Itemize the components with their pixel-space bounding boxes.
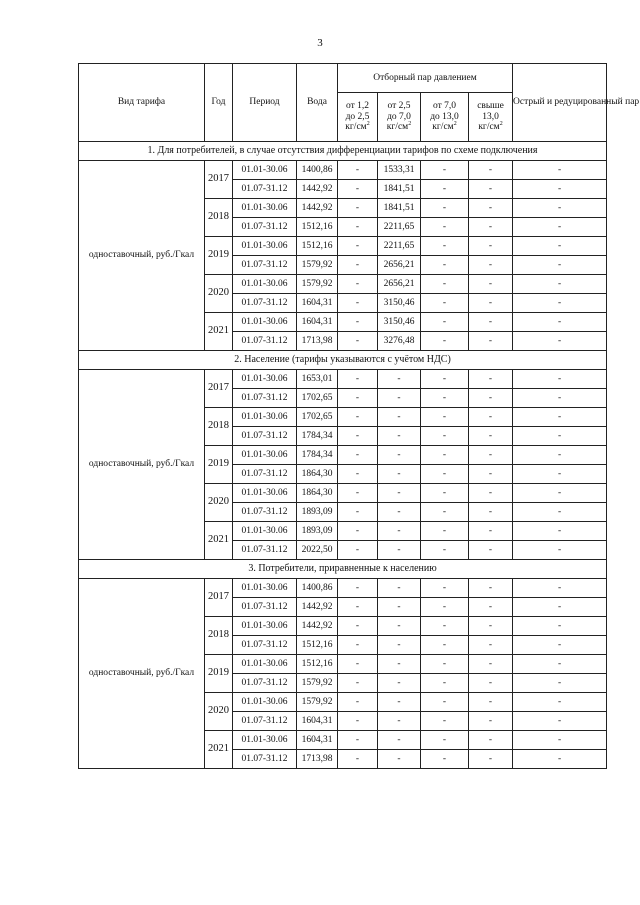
steam-over-13-cell: - <box>469 332 513 351</box>
steam-2-5-7-0-cell: 3150,46 <box>378 294 421 313</box>
steam-over-13-cell: - <box>469 598 513 617</box>
steam-over-13-cell: - <box>469 693 513 712</box>
steam-2-5-7-0-cell: 2656,21 <box>378 275 421 294</box>
live-steam-cell: - <box>513 712 607 731</box>
period-cell: 01.07-31.12 <box>233 674 297 693</box>
year-cell: 2020 <box>205 693 233 731</box>
period-cell: 01.07-31.12 <box>233 389 297 408</box>
steam-over-13-cell: - <box>469 161 513 180</box>
period-cell: 01.01-30.06 <box>233 313 297 332</box>
steam-2-5-7-0-cell: - <box>378 541 421 560</box>
steam-1-2-2-5-cell: - <box>338 218 378 237</box>
steam-7-0-13-0-cell: - <box>421 674 469 693</box>
steam-7-0-13-0-cell: - <box>421 294 469 313</box>
pressure-unit-text: кг/см <box>478 122 500 133</box>
live-steam-cell: - <box>513 370 607 389</box>
steam-2-5-7-0-cell: 2211,65 <box>378 237 421 256</box>
water-tariff-cell: 1442,92 <box>297 180 338 199</box>
steam-1-2-2-5-cell: - <box>338 180 378 199</box>
header-pressure-range <box>378 93 421 142</box>
steam-over-13-cell: - <box>469 427 513 446</box>
steam-2-5-7-0-cell: 1841,51 <box>378 180 421 199</box>
water-tariff-cell: 1442,92 <box>297 199 338 218</box>
steam-7-0-13-0-cell: - <box>421 655 469 674</box>
pressure-unit-text: кг/см <box>432 122 454 133</box>
year-cell: 2021 <box>205 522 233 560</box>
steam-1-2-2-5-cell: - <box>338 541 378 560</box>
steam-7-0-13-0-cell: - <box>421 522 469 541</box>
steam-over-13-cell: - <box>469 541 513 560</box>
steam-1-2-2-5-cell: - <box>338 579 378 598</box>
live-steam-cell: - <box>513 598 607 617</box>
pressure-range-from: от 1,2 <box>345 100 370 111</box>
live-steam-cell: - <box>513 294 607 313</box>
water-tariff-cell: 1442,92 <box>297 617 338 636</box>
water-tariff-cell: 1512,16 <box>297 636 338 655</box>
live-steam-cell: - <box>513 332 607 351</box>
period-cell: 01.01-30.06 <box>233 579 297 598</box>
steam-7-0-13-0-cell: - <box>421 332 469 351</box>
year-cell: 2017 <box>205 579 233 617</box>
steam-2-5-7-0-cell: - <box>378 503 421 522</box>
water-tariff-cell: 1864,30 <box>297 465 338 484</box>
live-steam-cell: - <box>513 180 607 199</box>
live-steam-cell: - <box>513 541 607 560</box>
steam-over-13-cell: - <box>469 617 513 636</box>
water-tariff-cell: 1512,16 <box>297 218 338 237</box>
page-number: 3 <box>317 37 323 49</box>
year-cell: 2017 <box>205 161 233 199</box>
steam-2-5-7-0-cell: - <box>378 674 421 693</box>
steam-7-0-13-0-cell: - <box>421 275 469 294</box>
live-steam-cell: - <box>513 389 607 408</box>
steam-1-2-2-5-cell: - <box>338 161 378 180</box>
steam-2-5-7-0-cell: - <box>378 617 421 636</box>
pressure-unit <box>469 122 512 133</box>
water-tariff-cell: 1653,01 <box>297 370 338 389</box>
steam-7-0-13-0-cell: - <box>421 484 469 503</box>
steam-7-0-13-0-cell: - <box>421 503 469 522</box>
live-steam-cell: - <box>513 750 607 769</box>
water-tariff-cell: 1893,09 <box>297 503 338 522</box>
steam-over-13-cell: - <box>469 484 513 503</box>
section-title-row <box>79 351 607 370</box>
steam-2-5-7-0-cell: - <box>378 750 421 769</box>
live-steam-cell: - <box>513 465 607 484</box>
steam-2-5-7-0-cell: - <box>378 655 421 674</box>
steam-2-5-7-0-cell: - <box>378 712 421 731</box>
water-tariff-cell: 1702,65 <box>297 389 338 408</box>
tariff-type-cell: одноставочный, руб./Гкал <box>79 161 205 351</box>
steam-over-13-cell: - <box>469 636 513 655</box>
pressure-unit <box>338 122 377 133</box>
steam-1-2-2-5-cell: - <box>338 712 378 731</box>
header-period: Период <box>233 64 297 142</box>
steam-over-13-cell: - <box>469 503 513 522</box>
period-cell: 01.07-31.12 <box>233 465 297 484</box>
pressure-unit-text: кг/см <box>345 122 367 133</box>
header-pressure-range <box>338 93 378 142</box>
year-cell: 2018 <box>205 617 233 655</box>
period-cell: 01.07-31.12 <box>233 218 297 237</box>
steam-7-0-13-0-cell: - <box>421 199 469 218</box>
steam-7-0-13-0-cell: - <box>421 750 469 769</box>
steam-over-13-cell: - <box>469 180 513 199</box>
period-cell: 01.07-31.12 <box>233 332 297 351</box>
steam-1-2-2-5-cell: - <box>338 294 378 313</box>
pressure-range-to: до 13,0 <box>430 111 459 122</box>
pressure-unit-exponent: 2 <box>366 121 370 128</box>
period-cell: 01.07-31.12 <box>233 712 297 731</box>
water-tariff-cell: 1512,16 <box>297 655 338 674</box>
live-steam-cell: - <box>513 256 607 275</box>
water-tariff-cell: 1579,92 <box>297 275 338 294</box>
steam-over-13-cell: - <box>469 655 513 674</box>
steam-7-0-13-0-cell: - <box>421 712 469 731</box>
live-steam-cell: - <box>513 617 607 636</box>
steam-2-5-7-0-cell: - <box>378 465 421 484</box>
steam-1-2-2-5-cell: - <box>338 465 378 484</box>
water-tariff-cell: 1784,34 <box>297 427 338 446</box>
section-title-row <box>79 560 607 579</box>
period-cell: 01.07-31.12 <box>233 427 297 446</box>
live-steam-cell: - <box>513 636 607 655</box>
water-tariff-cell: 1442,92 <box>297 598 338 617</box>
live-steam-cell: - <box>513 218 607 237</box>
pressure-unit <box>378 122 420 133</box>
live-steam-cell: - <box>513 484 607 503</box>
live-steam-cell: - <box>513 237 607 256</box>
pressure-range-to: до 2,5 <box>345 111 370 122</box>
live-steam-cell: - <box>513 161 607 180</box>
steam-7-0-13-0-cell: - <box>421 446 469 465</box>
steam-over-13-cell: - <box>469 237 513 256</box>
period-cell: 01.07-31.12 <box>233 541 297 560</box>
steam-7-0-13-0-cell: - <box>421 427 469 446</box>
header-pressure-range <box>421 93 469 142</box>
live-steam-cell: - <box>513 313 607 332</box>
live-steam-cell: - <box>513 199 607 218</box>
pressure-range-to: до 7,0 <box>387 111 411 122</box>
steam-1-2-2-5-cell: - <box>338 256 378 275</box>
water-tariff-cell: 1713,98 <box>297 332 338 351</box>
steam-7-0-13-0-cell: - <box>421 693 469 712</box>
period-cell: 01.07-31.12 <box>233 256 297 275</box>
steam-1-2-2-5-cell: - <box>338 731 378 750</box>
steam-2-5-7-0-cell: - <box>378 446 421 465</box>
steam-1-2-2-5-cell: - <box>338 199 378 218</box>
steam-over-13-cell: - <box>469 446 513 465</box>
steam-7-0-13-0-cell: - <box>421 731 469 750</box>
steam-2-5-7-0-cell: 2656,21 <box>378 256 421 275</box>
water-tariff-cell: 1702,65 <box>297 408 338 427</box>
steam-2-5-7-0-cell: 2211,65 <box>378 218 421 237</box>
steam-1-2-2-5-cell: - <box>338 332 378 351</box>
steam-2-5-7-0-cell: - <box>378 598 421 617</box>
period-cell: 01.01-30.06 <box>233 731 297 750</box>
steam-over-13-cell: - <box>469 674 513 693</box>
table-header-row <box>79 64 607 93</box>
steam-1-2-2-5-cell: - <box>338 313 378 332</box>
steam-2-5-7-0-cell: - <box>378 579 421 598</box>
water-tariff-cell: 1713,98 <box>297 750 338 769</box>
water-tariff-cell: 1604,31 <box>297 294 338 313</box>
pressure-unit-text: кг/см <box>386 122 409 133</box>
steam-1-2-2-5-cell: - <box>338 693 378 712</box>
steam-over-13-cell: - <box>469 199 513 218</box>
steam-7-0-13-0-cell: - <box>421 370 469 389</box>
steam-2-5-7-0-cell: - <box>378 370 421 389</box>
year-cell: 2019 <box>205 655 233 693</box>
tariff-type-cell: одноставочный, руб./Гкал <box>79 579 205 769</box>
header-water: Вода <box>297 64 338 142</box>
steam-over-13-cell: - <box>469 522 513 541</box>
pressure-range-from: от 7,0 <box>432 100 457 111</box>
period-cell: 01.01-30.06 <box>233 484 297 503</box>
pressure-unit <box>421 122 468 133</box>
live-steam-cell: - <box>513 579 607 598</box>
live-steam-cell: - <box>513 674 607 693</box>
table-row <box>79 579 607 598</box>
period-cell: 01.07-31.12 <box>233 503 297 522</box>
steam-over-13-cell: - <box>469 750 513 769</box>
steam-1-2-2-5-cell: - <box>338 636 378 655</box>
steam-2-5-7-0-cell: 1841,51 <box>378 199 421 218</box>
steam-over-13-cell: - <box>469 389 513 408</box>
steam-1-2-2-5-cell: - <box>338 275 378 294</box>
period-cell: 01.07-31.12 <box>233 294 297 313</box>
steam-over-13-cell: - <box>469 465 513 484</box>
live-steam-cell: - <box>513 731 607 750</box>
section-title: 3. Потребители, приравненные к населению <box>79 560 607 579</box>
water-tariff-cell: 1579,92 <box>297 256 338 275</box>
year-cell: 2021 <box>205 731 233 769</box>
period-cell: 01.01-30.06 <box>233 199 297 218</box>
steam-7-0-13-0-cell: - <box>421 180 469 199</box>
steam-2-5-7-0-cell: - <box>378 389 421 408</box>
water-tariff-cell: 1604,31 <box>297 731 338 750</box>
steam-over-13-cell: - <box>469 218 513 237</box>
water-tariff-cell: 1604,31 <box>297 712 338 731</box>
period-cell: 01.01-30.06 <box>233 693 297 712</box>
period-cell: 01.01-30.06 <box>233 237 297 256</box>
year-cell: 2018 <box>205 199 233 237</box>
steam-over-13-cell: - <box>469 712 513 731</box>
year-cell: 2019 <box>205 237 233 275</box>
steam-1-2-2-5-cell: - <box>338 655 378 674</box>
live-steam-cell: - <box>513 655 607 674</box>
period-cell: 01.01-30.06 <box>233 655 297 674</box>
year-cell: 2020 <box>205 275 233 313</box>
water-tariff-cell: 2022,50 <box>297 541 338 560</box>
year-cell: 2017 <box>205 370 233 408</box>
steam-over-13-cell: - <box>469 275 513 294</box>
steam-7-0-13-0-cell: - <box>421 161 469 180</box>
steam-7-0-13-0-cell: - <box>421 256 469 275</box>
steam-7-0-13-0-cell: - <box>421 636 469 655</box>
year-cell: 2020 <box>205 484 233 522</box>
steam-1-2-2-5-cell: - <box>338 674 378 693</box>
table-row <box>79 370 607 389</box>
section-title: 1. Для потребителей, в случае отсутствия дифференциации тарифов по схеме подключения <box>79 142 607 161</box>
steam-7-0-13-0-cell: - <box>421 313 469 332</box>
steam-1-2-2-5-cell: - <box>338 427 378 446</box>
steam-1-2-2-5-cell: - <box>338 446 378 465</box>
table-row <box>79 161 607 180</box>
period-cell: 01.01-30.06 <box>233 161 297 180</box>
water-tariff-cell: 1579,92 <box>297 674 338 693</box>
water-tariff-cell: 1893,09 <box>297 522 338 541</box>
pressure-range-from: свыше <box>477 100 504 111</box>
tariff-type-cell: одноставочный, руб./Гкал <box>79 370 205 560</box>
steam-7-0-13-0-cell: - <box>421 579 469 598</box>
year-cell: 2018 <box>205 408 233 446</box>
water-tariff-cell: 1512,16 <box>297 237 338 256</box>
water-tariff-cell: 1604,31 <box>297 313 338 332</box>
pressure-unit-exponent: 2 <box>408 121 412 128</box>
steam-1-2-2-5-cell: - <box>338 370 378 389</box>
period-cell: 01.07-31.12 <box>233 180 297 199</box>
water-tariff-cell: 1864,30 <box>297 484 338 503</box>
steam-1-2-2-5-cell: - <box>338 503 378 522</box>
steam-2-5-7-0-cell: - <box>378 731 421 750</box>
steam-7-0-13-0-cell: - <box>421 218 469 237</box>
steam-2-5-7-0-cell: - <box>378 427 421 446</box>
steam-7-0-13-0-cell: - <box>421 389 469 408</box>
steam-2-5-7-0-cell: - <box>378 636 421 655</box>
steam-7-0-13-0-cell: - <box>421 408 469 427</box>
steam-7-0-13-0-cell: - <box>421 465 469 484</box>
steam-1-2-2-5-cell: - <box>338 484 378 503</box>
steam-2-5-7-0-cell: - <box>378 484 421 503</box>
period-cell: 01.07-31.12 <box>233 750 297 769</box>
steam-1-2-2-5-cell: - <box>338 522 378 541</box>
header-live-steam: Острый и редуцированный пар <box>513 64 607 142</box>
steam-over-13-cell: - <box>469 408 513 427</box>
steam-2-5-7-0-cell: 3150,46 <box>378 313 421 332</box>
steam-over-13-cell: - <box>469 579 513 598</box>
live-steam-cell: - <box>513 408 607 427</box>
pressure-unit-exponent: 2 <box>453 121 457 128</box>
steam-over-13-cell: - <box>469 731 513 750</box>
section-title-row <box>79 142 607 161</box>
steam-2-5-7-0-cell: - <box>378 522 421 541</box>
steam-1-2-2-5-cell: - <box>338 408 378 427</box>
period-cell: 01.01-30.06 <box>233 370 297 389</box>
live-steam-cell: - <box>513 446 607 465</box>
period-cell: 01.01-30.06 <box>233 275 297 294</box>
steam-7-0-13-0-cell: - <box>421 617 469 636</box>
live-steam-cell: - <box>513 503 607 522</box>
steam-over-13-cell: - <box>469 294 513 313</box>
steam-1-2-2-5-cell: - <box>338 617 378 636</box>
water-tariff-cell: 1784,34 <box>297 446 338 465</box>
period-cell: 01.01-30.06 <box>233 408 297 427</box>
header-pressure-range <box>469 93 513 142</box>
period-cell: 01.07-31.12 <box>233 636 297 655</box>
live-steam-cell: - <box>513 275 607 294</box>
steam-7-0-13-0-cell: - <box>421 598 469 617</box>
table-body <box>79 142 607 769</box>
steam-7-0-13-0-cell: - <box>421 237 469 256</box>
steam-1-2-2-5-cell: - <box>338 598 378 617</box>
period-cell: 01.07-31.12 <box>233 598 297 617</box>
period-cell: 01.01-30.06 <box>233 617 297 636</box>
steam-7-0-13-0-cell: - <box>421 541 469 560</box>
year-cell: 2019 <box>205 446 233 484</box>
section-title: 2. Население (тарифы указываются с учётом НДС) <box>79 351 607 370</box>
water-tariff-cell: 1579,92 <box>297 693 338 712</box>
water-tariff-cell: 1400,86 <box>297 579 338 598</box>
pressure-unit-exponent: 2 <box>499 121 503 128</box>
steam-1-2-2-5-cell: - <box>338 237 378 256</box>
steam-1-2-2-5-cell: - <box>338 389 378 408</box>
tariff-table <box>78 63 640 769</box>
live-steam-cell: - <box>513 693 607 712</box>
steam-over-13-cell: - <box>469 313 513 332</box>
period-cell: 01.01-30.06 <box>233 446 297 465</box>
header-year: Год <box>205 64 233 142</box>
pressure-range-to: 13,0 <box>482 111 499 122</box>
steam-2-5-7-0-cell: - <box>378 693 421 712</box>
live-steam-cell: - <box>513 522 607 541</box>
header-tariff-type: Вид тарифа <box>79 64 205 142</box>
steam-over-13-cell: - <box>469 370 513 389</box>
steam-2-5-7-0-cell: 1533,31 <box>378 161 421 180</box>
steam-1-2-2-5-cell: - <box>338 750 378 769</box>
pressure-range-from: от 2,5 <box>387 100 411 111</box>
steam-2-5-7-0-cell: 3276,48 <box>378 332 421 351</box>
header-extraction-steam: Отборный пар давлением <box>338 64 513 93</box>
steam-2-5-7-0-cell: - <box>378 408 421 427</box>
period-cell: 01.01-30.06 <box>233 522 297 541</box>
steam-over-13-cell: - <box>469 256 513 275</box>
water-tariff-cell: 1400,86 <box>297 161 338 180</box>
live-steam-cell: - <box>513 427 607 446</box>
year-cell: 2021 <box>205 313 233 351</box>
